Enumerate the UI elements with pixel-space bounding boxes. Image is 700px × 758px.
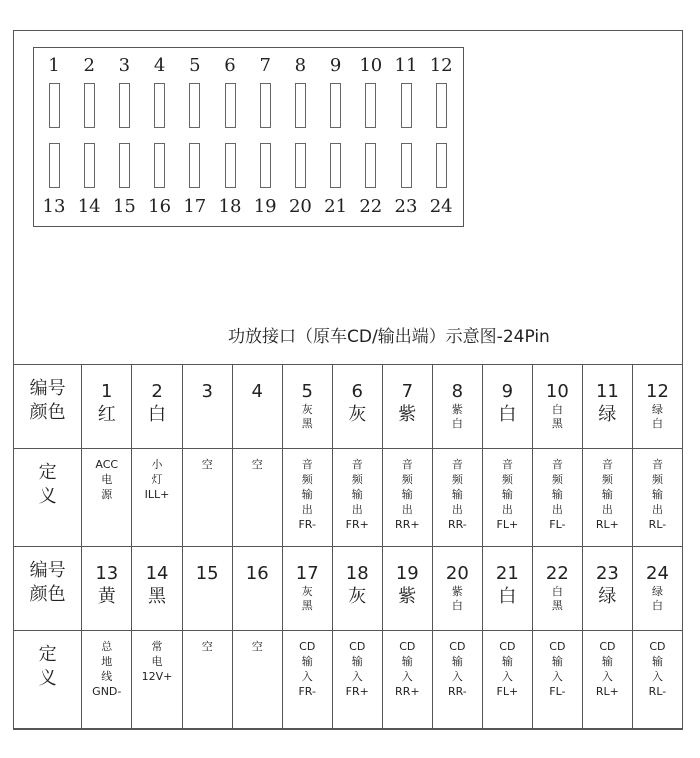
- pin-19-definition: RR+: [395, 685, 420, 698]
- pin-number-16: 16: [148, 196, 172, 217]
- pin-7-definition: 输: [401, 488, 413, 501]
- pin-slot-21: [330, 143, 341, 188]
- pin-19-definition: 输: [401, 655, 413, 668]
- header-definition: [14, 449, 82, 547]
- pin-6-definition: 频: [351, 473, 363, 486]
- pin-2-number: 2: [151, 381, 163, 402]
- pin-10-definition: 出: [551, 503, 563, 516]
- number-color-row: [14, 365, 683, 449]
- pin-20-definition: 入: [451, 670, 463, 683]
- pin-slot-8: [295, 83, 306, 128]
- pin-slot-17: [189, 143, 200, 188]
- pin-4-definition-cell: [232, 449, 282, 547]
- pin-11-definition: 出: [601, 503, 613, 516]
- pin-12-definition: 输: [651, 488, 663, 501]
- pin-13-definition: GND-: [92, 685, 122, 698]
- pin-12-definition: 频: [651, 473, 663, 486]
- pin-19-number-color-cell: [382, 547, 432, 631]
- pin-12-number: 12: [646, 381, 669, 402]
- pin-10-definition-cell: [532, 449, 582, 547]
- pin-6-definition: 输: [351, 488, 363, 501]
- pin-14-color: 黑: [148, 586, 167, 607]
- pin-19-definition-cell: [382, 631, 432, 729]
- pin-2-definition: 灯: [151, 473, 163, 486]
- pin-23-color: 绿: [598, 586, 617, 607]
- pin-13-color: 黄: [97, 586, 116, 607]
- pin-5-number: 5: [301, 381, 313, 402]
- pin-2-definition: ILL+: [144, 488, 170, 501]
- pin-slot-15: [119, 143, 130, 188]
- pin-22-color: 白: [551, 585, 563, 598]
- pin-4-definition: 空: [251, 458, 263, 471]
- pin-2-definition-cell: [132, 449, 182, 547]
- definition-row: [14, 449, 683, 547]
- header-number-color: [14, 365, 82, 449]
- pin-24-definition-cell: [632, 631, 682, 729]
- pin-18-definition: 输: [351, 655, 363, 668]
- pin-6-definition-cell: [332, 449, 382, 547]
- pin-21-color: 白: [498, 586, 517, 607]
- pin-number-23: 23: [394, 196, 418, 217]
- pin-3-number-color-cell: [182, 365, 232, 449]
- pin-7-color: 紫: [398, 404, 417, 425]
- pin-21-definition: 输: [501, 655, 513, 668]
- pin-13-definition: 地: [101, 655, 113, 668]
- pin-slot-11: [401, 83, 412, 128]
- pin-10-definition: 音: [551, 458, 563, 471]
- pin-12-definition: RL-: [648, 518, 667, 531]
- pin-5-color: 灰: [301, 403, 313, 416]
- pin-24-definition: RL-: [648, 685, 667, 698]
- pin-10-color: 白: [551, 403, 563, 416]
- pin-slot-7: [260, 83, 271, 128]
- label-number: 编号: [29, 560, 66, 581]
- pin-number-17: 17: [183, 196, 207, 217]
- pin-8-number-color-cell: [432, 365, 482, 449]
- pin-7-definition-cell: [382, 449, 432, 547]
- pin-19-number: 19: [395, 563, 419, 584]
- pin-13-definition: 总: [101, 640, 113, 653]
- pin-5-definition: 音: [301, 458, 313, 471]
- label-definition-1: 定: [38, 644, 57, 665]
- pin-24-color: 绿: [651, 585, 663, 598]
- pin-8-definition: 音: [451, 458, 463, 471]
- pin-12-number-color-cell: [632, 365, 682, 449]
- pin-3-definition: 空: [201, 458, 213, 471]
- pin-23-definition-cell: [582, 631, 632, 729]
- pin-definition-table: [13, 364, 683, 729]
- pin-6-definition: 出: [351, 503, 363, 516]
- pin-17-definition: FR-: [298, 685, 316, 698]
- pin-number-7: 7: [259, 55, 271, 76]
- pin-slot-16: [154, 143, 165, 188]
- pin-slot-18: [225, 143, 236, 188]
- pin-slot-13: [49, 143, 60, 188]
- pin-number-5: 5: [189, 55, 201, 76]
- pin-17-definition: 输: [301, 655, 313, 668]
- pin-17-definition: CD: [299, 640, 316, 653]
- pin-24-definition: CD: [649, 640, 666, 653]
- pin-5-definition: 出: [301, 503, 313, 516]
- pin-15-number-color-cell: [182, 547, 232, 631]
- pin-5-definition-cell: [282, 449, 332, 547]
- pin-number-24: 24: [429, 196, 453, 217]
- label-definition-2: 义: [38, 668, 57, 689]
- pin-22-definition: CD: [549, 640, 566, 653]
- pin-18-definition: CD: [349, 640, 366, 653]
- pin-number-14: 14: [77, 196, 101, 217]
- pin-slot-10: [365, 83, 376, 128]
- pin-slot-2: [84, 83, 95, 128]
- pin-11-definition: 频: [601, 473, 613, 486]
- pin-7-number: 7: [401, 381, 414, 402]
- pin-18-number-color-cell: [332, 547, 382, 631]
- pin-17-definition: 入: [301, 670, 313, 683]
- pin-3-number: 3: [201, 381, 213, 402]
- pin-17-number: 17: [295, 563, 319, 584]
- diagram-caption: 功放接口（原车CD/输出端）示意图-24Pin: [228, 327, 550, 347]
- pin-1-definition: ACC: [95, 458, 119, 471]
- pin-21-definition: CD: [499, 640, 516, 653]
- pin-1-number-color-cell: [82, 365, 132, 449]
- pin-number-11: 11: [394, 55, 418, 76]
- pin-9-definition: 输: [501, 488, 513, 501]
- pin-slot-22: [365, 143, 376, 188]
- pin-22-definition: FL-: [549, 685, 566, 698]
- pin-3-definition-cell: [182, 449, 232, 547]
- pin-19-definition: CD: [399, 640, 416, 653]
- pin-14-definition: 常: [151, 640, 163, 653]
- number-color-row: [14, 547, 683, 631]
- pin-slot-6: [225, 83, 236, 128]
- pin-8-definition: RR-: [447, 518, 467, 531]
- pin-23-number: 23: [595, 563, 619, 584]
- pin-18-definition: 入: [351, 670, 363, 683]
- pin-number-10: 10: [359, 55, 383, 76]
- pin-22-definition: 入: [551, 670, 563, 683]
- pin-number-8: 8: [294, 55, 307, 76]
- pin-number-20: 20: [288, 196, 312, 217]
- pin-17-color: 灰: [301, 585, 313, 598]
- pin-12-definition-cell: [632, 449, 682, 547]
- pin-9-number-color-cell: [482, 365, 532, 449]
- pin-21-definition: 入: [501, 670, 513, 683]
- pin-1-color: 红: [97, 404, 116, 425]
- pin-slot-24: [436, 143, 447, 188]
- pin-12-definition: 出: [651, 503, 663, 516]
- pin-slot-1: [49, 83, 60, 128]
- pin-17-definition-cell: [282, 631, 332, 729]
- pin-8-definition: 输: [451, 488, 463, 501]
- pin-11-definition: 音: [601, 458, 613, 471]
- pin-12-definition: 音: [651, 458, 663, 471]
- pin-20-definition-cell: [432, 631, 482, 729]
- pin-24-number: 24: [646, 563, 669, 584]
- pin-22-definition-cell: [532, 631, 582, 729]
- pin-9-definition: FL+: [496, 518, 519, 531]
- pin-7-definition: RR+: [395, 518, 420, 531]
- pin-15-definition-cell: [182, 631, 232, 729]
- pin-8-definition: 出: [451, 503, 463, 516]
- pin-13-number: 13: [95, 563, 119, 584]
- pin-slot-5: [189, 83, 200, 128]
- pin-10-number-color-cell: [532, 365, 582, 449]
- pin-9-number: 9: [501, 381, 514, 402]
- pin-24-definition: 入: [651, 670, 663, 683]
- pin-number-2: 2: [83, 55, 95, 76]
- pin-6-number: 6: [351, 381, 363, 402]
- pin-5-definition: 频: [301, 473, 313, 486]
- pin-number-19: 19: [253, 196, 277, 217]
- pin-slot-3: [119, 83, 130, 128]
- pin-15-number: 15: [195, 563, 219, 584]
- pin-20-number-color-cell: [432, 547, 482, 631]
- pin-7-definition: 出: [401, 503, 413, 516]
- pin-slot-20: [295, 143, 306, 188]
- pin-number-18: 18: [218, 196, 242, 217]
- definition-row: [14, 631, 683, 729]
- pin-7-number-color-cell: [382, 365, 432, 449]
- pin-20-definition: RR-: [447, 685, 467, 698]
- pin-23-definition: RL+: [595, 685, 619, 698]
- pin-8-color: 紫: [451, 403, 463, 416]
- pin-slot-23: [401, 143, 412, 188]
- pin-14-definition: 12V+: [141, 670, 173, 683]
- pin-10-definition: FL-: [549, 518, 566, 531]
- pin-12-color: 白: [651, 417, 663, 430]
- pin-2-definition: 小: [151, 458, 163, 471]
- pin-number-22: 22: [359, 196, 383, 217]
- pin-12-color: 绿: [651, 403, 663, 416]
- pin-22-definition: 输: [551, 655, 563, 668]
- pin-number-12: 12: [429, 55, 453, 76]
- pin-9-color: 白: [498, 404, 517, 425]
- pin-13-number-color-cell: [82, 547, 132, 631]
- pin-number-6: 6: [224, 55, 236, 76]
- pin-13-definition: 线: [101, 670, 113, 683]
- pin-number-13: 13: [42, 196, 66, 217]
- pin-10-color: 黑: [551, 417, 563, 430]
- pin-slot-4: [154, 83, 165, 128]
- pin-17-color: 黑: [301, 599, 313, 612]
- pin-18-definition: FR+: [345, 685, 369, 698]
- pin-1-definition-cell: [82, 449, 132, 547]
- pin-14-number: 14: [145, 563, 169, 584]
- pin-24-number-color-cell: [632, 547, 682, 631]
- pin-23-number-color-cell: [582, 547, 632, 631]
- pin-11-definition: 输: [601, 488, 613, 501]
- pin-23-definition: 入: [601, 670, 613, 683]
- label-definition-1: 定: [38, 462, 57, 483]
- label-color: 颜色: [29, 584, 66, 605]
- pin-18-definition-cell: [332, 631, 382, 729]
- pin-22-number: 22: [545, 563, 569, 584]
- pin-11-definition: RL+: [595, 518, 619, 531]
- pin-6-number-color-cell: [332, 365, 382, 449]
- pin-5-color: 黑: [301, 417, 313, 430]
- pin-2-number-color-cell: [132, 365, 182, 449]
- pin-24-definition: 输: [651, 655, 663, 668]
- pin-11-color: 绿: [598, 404, 617, 425]
- pin-13-definition-cell: [82, 631, 132, 729]
- pin-9-definition-cell: [482, 449, 532, 547]
- pin-1-definition: 电: [101, 473, 113, 486]
- pin-8-definition-cell: [432, 449, 482, 547]
- pin-18-number: 18: [345, 563, 369, 584]
- pin-22-number-color-cell: [532, 547, 582, 631]
- pin-21-number: 21: [495, 563, 519, 584]
- pin-11-number: 11: [595, 381, 619, 402]
- pin-10-definition: 频: [551, 473, 563, 486]
- pin-16-number: 16: [245, 563, 269, 584]
- pin-slot-14: [84, 143, 95, 188]
- pin-11-definition-cell: [582, 449, 632, 547]
- pin-9-definition: 出: [501, 503, 513, 516]
- pin-1-definition: 源: [101, 488, 113, 501]
- pin-19-color: 紫: [398, 586, 417, 607]
- label-color: 颜色: [29, 402, 66, 423]
- pin-17-number-color-cell: [282, 547, 332, 631]
- pin-21-definition-cell: [482, 631, 532, 729]
- pin-number-15: 15: [112, 196, 136, 217]
- pin-11-number-color-cell: [582, 365, 632, 449]
- pin-slot-12: [436, 83, 447, 128]
- pin-5-definition: 输: [301, 488, 313, 501]
- pin-16-definition-cell: [232, 631, 282, 729]
- label-number: 编号: [29, 378, 66, 399]
- pin-23-definition: CD: [599, 640, 616, 653]
- pin-15-definition: 空: [201, 640, 213, 653]
- pin-8-number: 8: [451, 381, 464, 402]
- pin-number-1: 1: [48, 55, 60, 76]
- pin-20-color: 白: [451, 599, 463, 612]
- header-definition: [14, 631, 82, 729]
- pin-2-color: 白: [148, 404, 167, 425]
- pin-1-number: 1: [101, 381, 113, 402]
- pin-5-number-color-cell: [282, 365, 332, 449]
- pin-5-definition: FR-: [298, 518, 316, 531]
- pin-10-definition: 输: [551, 488, 563, 501]
- pin-number-4: 4: [153, 55, 166, 76]
- pin-19-definition: 入: [401, 670, 413, 683]
- pin-14-definition-cell: [132, 631, 182, 729]
- pin-6-color: 灰: [348, 404, 367, 425]
- pin-20-color: 紫: [451, 585, 463, 598]
- pin-slot-19: [260, 143, 271, 188]
- pin-7-definition: 音: [401, 458, 413, 471]
- pin-24-color: 白: [651, 599, 663, 612]
- pin-21-number-color-cell: [482, 547, 532, 631]
- pin-7-definition: 频: [401, 473, 413, 486]
- pin-number-3: 3: [118, 55, 131, 76]
- header-number-color: [14, 547, 82, 631]
- pin-23-definition: 输: [601, 655, 613, 668]
- pin-number-21: 21: [324, 196, 348, 217]
- pin-18-color: 灰: [348, 586, 367, 607]
- pin-number-9: 9: [329, 55, 342, 76]
- pin-10-number: 10: [545, 381, 569, 402]
- pin-slot-9: [330, 83, 341, 128]
- pin-9-definition: 音: [501, 458, 513, 471]
- pin-20-definition: 输: [451, 655, 463, 668]
- pin-20-definition: CD: [449, 640, 466, 653]
- pin-16-definition: 空: [251, 640, 263, 653]
- pin-8-definition: 频: [451, 473, 463, 486]
- pin-14-definition: 电: [151, 655, 163, 668]
- pin-9-definition: 频: [501, 473, 513, 486]
- pin-20-number: 20: [445, 563, 469, 584]
- pin-22-color: 黑: [551, 599, 563, 612]
- pin-4-number: 4: [251, 381, 263, 402]
- pin-8-color: 白: [451, 417, 463, 430]
- pin-21-definition: FL+: [496, 685, 519, 698]
- label-definition-2: 义: [38, 486, 57, 507]
- pin-6-definition: FR+: [345, 518, 369, 531]
- pin-6-definition: 音: [351, 458, 363, 471]
- pin-4-number-color-cell: [232, 365, 282, 449]
- pin-16-number-color-cell: [232, 547, 282, 631]
- pin-14-number-color-cell: [132, 547, 182, 631]
